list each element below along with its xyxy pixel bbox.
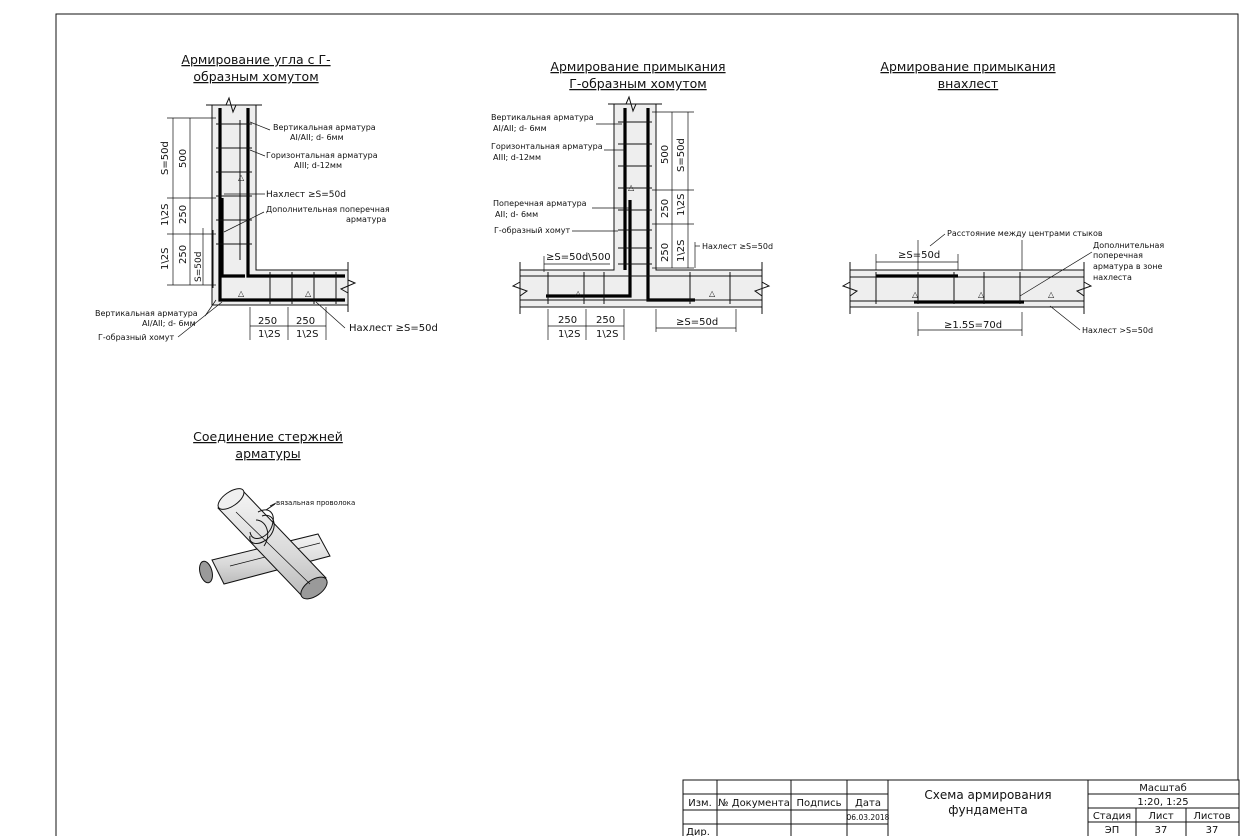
svg-text:△: △ — [912, 290, 919, 299]
svg-text:250: 250 — [178, 204, 189, 224]
svg-text:△: △ — [978, 290, 985, 299]
svg-text:250: 250 — [558, 315, 578, 326]
tb-sheet-value: 37 — [1154, 825, 1168, 836]
svg-text:вязальная проволока: вязальная проволока — [276, 499, 356, 507]
svg-text:Армирование примыкания: Армирование примыкания — [550, 59, 726, 74]
svg-text:△: △ — [1048, 290, 1055, 299]
svg-text:1\2S: 1\2S — [558, 329, 581, 340]
svg-text:Г-образным хомутом: Г-образным хомутом — [569, 76, 707, 91]
rebar-joint-detail — [197, 485, 355, 603]
svg-text:500: 500 — [178, 148, 189, 168]
svg-text:поперечная: поперечная — [1093, 251, 1143, 260]
tb-header-sign: Подпись — [796, 798, 842, 809]
svg-text:S=50d: S=50d — [160, 141, 171, 175]
tb-scale-value: 1:20, 1:25 — [1137, 797, 1189, 808]
corner-detail — [95, 98, 438, 342]
svg-text:нахлеста: нахлеста — [1093, 273, 1132, 282]
tb-role: Дир. — [686, 827, 710, 836]
tb-header-izm: Изм. — [688, 798, 712, 809]
svg-text:Вертикальная арматура: Вертикальная арматура — [95, 309, 198, 318]
svg-text:△: △ — [709, 289, 716, 298]
svg-text:Нахлест ≥S=50d: Нахлест ≥S=50d — [702, 242, 774, 251]
svg-text:Горизонтальная арматура: Горизонтальная арматура — [266, 151, 378, 160]
overlap-detail — [843, 229, 1164, 336]
svg-text:Армирование угла с Г-: Армирование угла с Г- — [181, 52, 331, 67]
svg-text:Нахлест ≥S=50d: Нахлест ≥S=50d — [266, 190, 346, 200]
svg-text:AII; d- 6мм: AII; d- 6мм — [495, 210, 539, 219]
svg-text:Нахлест ≥S=50d: Нахлест ≥S=50d — [349, 323, 438, 334]
svg-text:250: 250 — [660, 198, 671, 218]
svg-text:△: △ — [305, 289, 312, 298]
tb-header-date: Дата — [855, 798, 881, 809]
svg-text:△: △ — [238, 173, 245, 182]
svg-text:образным хомутом: образным хомутом — [193, 69, 319, 84]
tb-sheets-value: 37 — [1205, 825, 1219, 836]
svg-text:△: △ — [628, 183, 635, 192]
svg-text:≥1.5S=70d: ≥1.5S=70d — [944, 320, 1003, 331]
svg-text:500: 500 — [660, 144, 671, 164]
svg-text:внахлест: внахлест — [937, 76, 999, 91]
svg-text:Вертикальная арматура: Вертикальная арматура — [491, 113, 594, 122]
svg-text:250: 250 — [596, 315, 616, 326]
svg-text:AI/AII; d- 6мм: AI/AII; d- 6мм — [493, 124, 547, 133]
svg-text:Дополнительная поперечная: Дополнительная поперечная — [266, 205, 390, 214]
svg-text:Горизонтальная арматура: Горизонтальная арматура — [491, 142, 603, 151]
svg-text:250: 250 — [178, 244, 189, 264]
tb-stage-label: Стадия — [1092, 811, 1132, 822]
title-overlap — [880, 59, 1055, 91]
svg-text:1\2S: 1\2S — [676, 193, 687, 216]
tb-title-line1: Схема армирования — [924, 788, 1052, 802]
svg-text:250: 250 — [296, 316, 316, 327]
tjunction-detail — [491, 97, 773, 340]
svg-text:арматура: арматура — [346, 215, 387, 224]
svg-text:Дополнительная: Дополнительная — [1093, 241, 1165, 250]
svg-text:Нахлест >S=50d: Нахлест >S=50d — [1082, 326, 1154, 335]
svg-text:S=50d: S=50d — [194, 251, 204, 282]
svg-text:1\2S: 1\2S — [596, 329, 619, 340]
svg-text:1\2S: 1\2S — [676, 239, 687, 262]
svg-text:AIII; d-12мм: AIII; d-12мм — [493, 153, 542, 162]
svg-text:△: △ — [575, 289, 582, 298]
svg-text:250: 250 — [258, 316, 278, 327]
svg-text:1\2S: 1\2S — [160, 203, 171, 226]
svg-text:арматура в зоне: арматура в зоне — [1093, 262, 1163, 271]
tb-stage-value: ЭП — [1104, 825, 1120, 836]
svg-text:1\2S: 1\2S — [296, 329, 319, 340]
title-joint — [193, 429, 343, 461]
svg-text:Г-образный хомут: Г-образный хомут — [98, 333, 175, 342]
svg-text:AI/AII; d- 6мм: AI/AII; d- 6мм — [142, 319, 196, 328]
svg-text:△: △ — [238, 289, 245, 298]
svg-text:AI/AII; d- 6мм: AI/AII; d- 6мм — [290, 133, 344, 142]
tb-sheet-label: Лист — [1148, 811, 1174, 822]
svg-text:1\2S: 1\2S — [258, 329, 281, 340]
svg-text:Поперечная арматура: Поперечная арматура — [493, 199, 587, 208]
title-tjunction — [550, 59, 725, 91]
svg-text:S=50d: S=50d — [676, 138, 687, 172]
svg-text:арматуры: арматуры — [235, 446, 301, 461]
tb-scale-label: Масштаб — [1139, 783, 1187, 794]
tb-date: 06.03.2018 — [846, 813, 890, 822]
svg-text:Г-образный хомут: Г-образный хомут — [494, 226, 571, 235]
tb-title-line2: фундамента — [948, 803, 1028, 817]
svg-text:≥S=50d: ≥S=50d — [676, 317, 719, 328]
svg-text:Вертикальная арматура: Вертикальная арматура — [273, 123, 376, 132]
svg-text:Армирование примыкания: Армирование примыкания — [880, 59, 1056, 74]
svg-text:Расстояние между центрами стык: Расстояние между центрами стыков — [947, 229, 1103, 238]
svg-text:≥S=50d: ≥S=50d — [898, 250, 941, 261]
svg-text:1\2S: 1\2S — [160, 247, 171, 270]
tb-sheets-label: Листов — [1193, 811, 1231, 822]
tb-header-doc: № Документа — [718, 798, 790, 809]
svg-text:Соединение стержней: Соединение стержней — [193, 429, 343, 444]
svg-text:250: 250 — [660, 242, 671, 262]
title-corner — [181, 52, 330, 84]
svg-text:≥S=50d\500: ≥S=50d\500 — [546, 252, 611, 263]
svg-text:AIII; d-12мм: AIII; d-12мм — [294, 161, 343, 170]
